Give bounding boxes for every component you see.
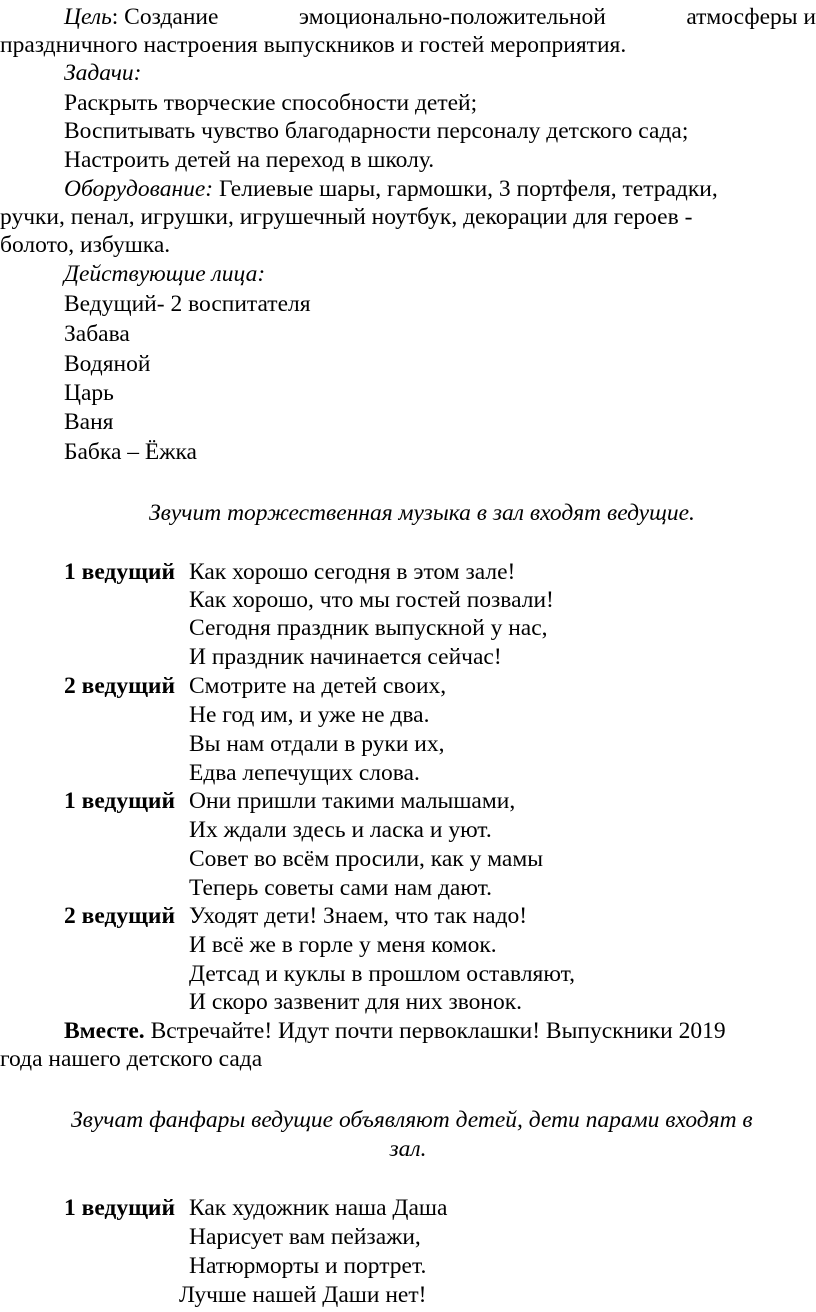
verse-line: Их ждали здесь и ласка и уют. [189,817,492,843]
speaker-line [64,902,175,930]
verse-line: Как хорошо, что мы гостей позвали! [189,587,554,613]
verse-line: Смотрите на детей своих, [189,673,447,699]
equipment-line-1 [64,175,718,203]
goal-label: Цель [64,4,112,30]
verse-line: Не год им, и уже не два. [189,702,430,728]
character-item: Бабка – Ёжка [64,439,197,465]
equipment-line-2: ручки, пенал, игрушки, игрушечный ноутбук, декорации для героев - [0,204,693,230]
goal-text-2: эмоционально-положительной [298,4,606,30]
equipment-text-1: Гелиевые шары, гармошки, 3 портфеля, тетрадки, [213,176,718,202]
verse-line: Вы нам отдали в руки их, [189,731,445,757]
verse-line: Как художник наша Даша [189,1195,448,1221]
speaker-name: 1 ведущий [64,1195,175,1221]
together-label: Вместе. [64,1018,145,1044]
task-item: Раскрыть творческие способности детей; [64,90,478,116]
character-item: Ваня [64,409,114,435]
verse-line: Натюрморты и портрет. [189,1253,427,1279]
stage-direction-2-line-1: Звучат фанфары ведущие объявляют детей, дети парами входят в [71,1107,753,1133]
verse-line: И праздник начинается сейчас! [189,644,502,670]
together-line-2: года нашего детского сада [0,1046,263,1072]
verse-line: Совет во всём просили, как у мамы [189,846,544,872]
verse-line: И всё же в горле у меня комок. [189,932,497,958]
verse-line: Как хорошо сегодня в этом зале! [189,559,516,585]
task-item: Воспитывать чувство благодарности персоналу детского сада; [64,118,689,144]
character-item: Ведущий- 2 воспитателя [64,291,311,317]
verse-line: Нарисует вам пейзажи, [189,1224,421,1250]
verse-line: Лучше нашей Даши нет! [179,1282,427,1308]
goal-text-1: : Создание [111,4,219,30]
verse-line: Теперь советы сами нам дают. [189,875,492,901]
speaker-line [64,1194,175,1222]
speaker-line [64,787,175,815]
speaker-name: 2 ведущий [64,903,175,929]
goal-line-1 [64,3,816,31]
speaker-line [64,558,175,586]
speaker-name: 2 ведущий [64,673,175,699]
speaker-name: 1 ведущий [64,559,175,585]
characters-label: Действующие лица: [64,261,266,287]
character-item: Забава [64,321,130,347]
task-item: Настроить детей на переход в школу. [64,147,435,173]
together-text-1: Встречайте! Идут почти первоклашки! Выпускники 2019 [144,1018,726,1044]
verse-line: Они пришли такими малышами, [189,788,516,814]
verse-line: Детсад и куклы в прошлом оставляют, [189,961,575,987]
character-item: Водяной [64,351,151,377]
equipment-label: Оборудование: [64,176,214,202]
stage-direction: Звучит торжественная музыка в зал входят ведущие. [149,500,695,526]
verse-line: Уходят дети! Знаем, что так надо! [189,903,528,929]
speaker-name: 1 ведущий [64,788,175,814]
goal-line-2: праздничного настроения выпускников и гостей мероприятия. [0,32,627,58]
speaker-line [64,672,175,700]
verse-line: Едва лепечущих слова. [189,760,420,786]
together-line-1 [64,1017,726,1045]
verse-line: И скоро зазвенит для них звонок. [189,989,523,1015]
tasks-label: Задачи: [64,60,142,86]
goal-text-3: атмосферы и [686,4,816,30]
verse-line: Сегодня праздник выпускной у нас, [189,615,548,641]
stage-direction-2-line-2: зал. [389,1136,427,1162]
character-item: Царь [64,380,114,406]
equipment-line-3: болото, избушка. [0,232,171,258]
